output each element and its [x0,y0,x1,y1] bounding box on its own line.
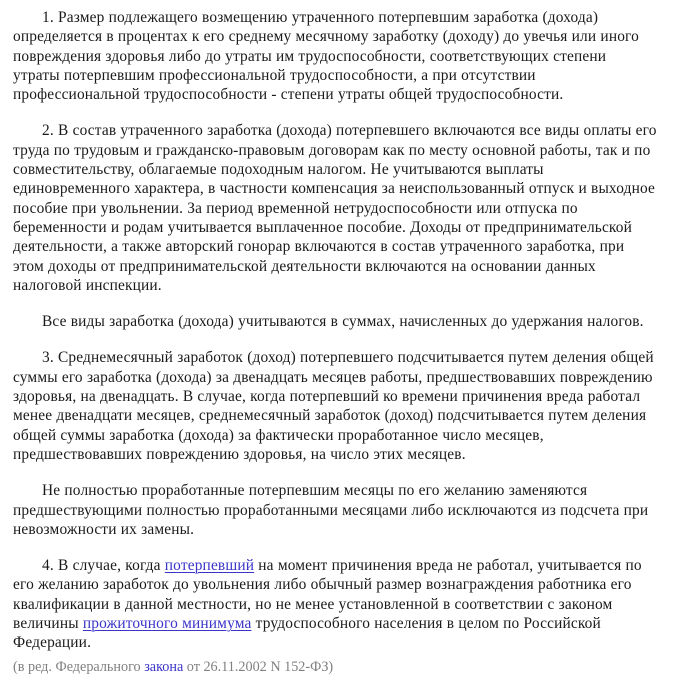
editorial-note-text-before-link: (в ред. Федерального [13,658,145,675]
text-line: здоровья, на двенадцать. В случае, когда потерпевший ко времени причинения вреда работал [13,388,641,406]
text-line: налоговой инспекции. [13,276,162,294]
text-line: 2. В состав утраченного заработка (дохода) потерпевшего включаются все виды оплаты его [42,122,657,140]
text-line: менее двенадцати месяцев, среднемесячный заработок (доход) подсчитывается путем деления [13,407,647,425]
text-line: Не полностью проработанные потерпевшим месяцы по его желанию заменяются [42,482,588,500]
editorial-note-text-after-link: от 26.11.2002 N 152-ФЗ) [183,658,334,675]
clause-4-text-after-link-2: трудоспособного населения в целом по Российской [251,615,601,633]
text-line-with-link [13,556,694,575]
text-line: повреждения здоровья либо до утраты им трудоспособности, соответствующих степени [13,47,607,65]
text-line: суммы его заработка (дохода) за двенадцать месяцев работы, предшествовавших повреждению [13,368,653,386]
paragraph-clause-1 [13,8,694,104]
paragraph-clause-4 [13,556,694,652]
paragraph-clause-2 [13,121,694,295]
text-line: 1. Размер подлежащего возмещению утраченного потерпевшим заработка (дохода) [42,9,599,26]
text-line: определяется в процентах к его среднему месячному заработку (доходу) до увечья или иного [13,28,639,46]
text-line: пособие при увольнении. За период временной нетрудоспособности или отпуска по [13,199,578,217]
text-line: невозможности их замены. [13,520,195,538]
paragraph-clause-3 [13,348,694,464]
text-line: профессиональной трудоспособности - степени утраты общей трудоспособности. [13,86,564,104]
text-line: этом доходы от предпринимательской деятельности включаются на основании данных [13,257,596,275]
text-line: совместительству, облагаемые подоходным налогом. Не учитываются выплаты [13,161,544,179]
paragraph-clause-3-note [13,481,694,539]
clause-4-text-before-link-2: величины [13,615,83,633]
text-line: предшествующими полностью проработанными месяцами либо исключаются из подсчета при [13,501,649,519]
text-line: деятельности, а также авторский гонорар включаются в состав утраченного заработка, при [13,238,625,256]
link-poterpevshiy[interactable]: потерпевший [164,557,255,575]
text-line: 3. Среднемесячный заработок (доход) потерпевшего подсчитывается путем деления общей [42,349,654,367]
link-zakona[interactable]: закона [144,658,184,675]
clause-4-text-after-link: на момент причинения вреда не работал, учитывается по [254,557,642,575]
text-line: квалификации в данной местности, но не менее установленной в соответствии с законом [13,595,613,613]
text-line: труда по трудовым и гражданско-правовым договорам как по месту основной работы, так и по [13,141,651,159]
text-line-with-link [13,614,694,633]
text-line: беременности и родам учитывается выплаченное пособие. Доходы от предпринимательской [13,218,633,236]
text-line: его желанию заработок до увольнения либо обычный размер вознаграждения работника его [13,576,632,594]
text-line: единовременного характера, в частности компенсация за неиспользованный отпуск и выходное [13,180,655,198]
text-line: утраты потерпевшим профессиональной трудоспособности, а при отсутствии [13,66,536,84]
paragraph-clause-2-note [13,312,694,331]
text-line: Все виды заработка (дохода) учитываются в суммах, начисленных до удержания налогов. [42,313,644,331]
text-line: предшествовавших повреждению здоровья, на число этих месяцев. [13,445,466,463]
text-line: Федерации. [13,634,92,652]
clause-4-text-before-link: 4. В случае, когда [42,557,165,575]
editorial-note [13,658,694,677]
text-line: общей суммы заработка (дохода) за фактически проработанное число месяцев, [13,426,544,444]
link-prozhitochnogo-minimuma[interactable]: прожиточного минимума [82,615,252,633]
